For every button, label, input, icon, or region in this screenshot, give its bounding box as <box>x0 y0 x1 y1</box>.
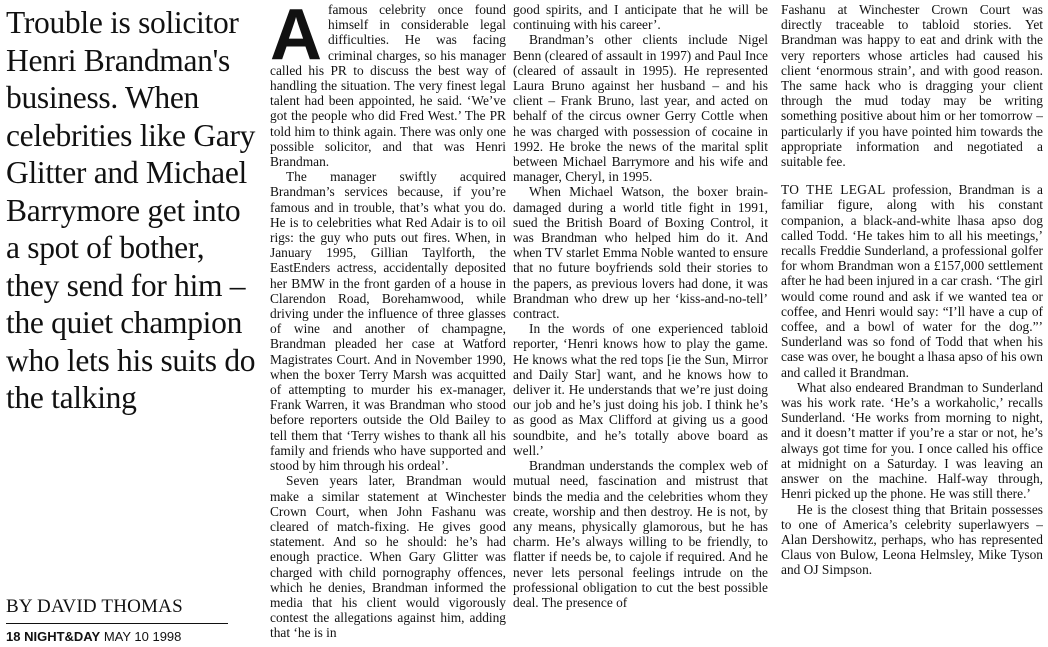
article-column-3 <box>781 2 1043 647</box>
paragraph: In the words of one experienced tabloid reporter, ‘Henri knows how to play the game. He knows what the red tops [ie the Sun, Mirror and Daily Star] want, and he knows how to deliver it. He understands that we’re just doing our job and he’s just doing his job. I think he’s as good as Max Clifford at giving us a good soundbite, and he’s totally above board as well.’ <box>513 321 768 458</box>
paragraph: Seven years later, Brandman would make a similar statement at Winchester Crown Court, when John Fashanu was cleared of match-fixing. He gives good statement. And so he should: he’s had enough practice. When Gary Glitter was charged with child pornography offences, which he denies, Brandman informed the media that his client would vigorously contest the allegations against him, adding that ‘he is in <box>270 473 506 641</box>
paragraph: What also endeared Brandman to Sunderland was his work rate. ‘He’s a workaholic,’ recalls Sunderland. ‘He works from morning to night, and it doesn’t matter if you’re a star or not, he’s always got time for you. I once called his office at midnight on a Saturday. I was leaving an answer on the machine. Half-way through, Henri picked up the phone. He was still there.’ <box>781 379 1043 502</box>
paragraph: When Michael Watson, the boxer brain-damaged during a world title fight in 1991, sued the British Board of Boxing Control, it was Brandman who helped him do it. And when TV starlet Emma Noble wanted to ensure that no future boyfriends sold their stories to the papers, as previous lovers had done, it was Brandman who drew up her ‘kiss-and-no-tell’ contract. <box>513 184 768 322</box>
article-column-2 <box>513 2 768 647</box>
article-column-1 <box>270 2 506 647</box>
paragraph: Fashanu at Winchester Crown Court was directly traceable to tabloid stories. Yet Brandman was happy to eat and drink with the very reporters whose articles had caused his client ‘enormous strain’, and with good reason. The same hack who is dragging your client through the mud today may be writing something positive about him or her tomorrow – particularly if you have pointed him towards the appropriate information and negotiated a suitable fee. <box>781 2 1043 170</box>
folio-date: MAY 10 1998 <box>103 629 182 644</box>
section-lead-in: TO THE LEGAL <box>781 182 886 198</box>
paragraph: Brandman’s other clients include Nigel Benn (cleared of assault in 1997) and Paul Ince (cleared of assault in 1995). He represented Laura Bruno against her husband – and his client – Frank Bruno, last year, and acted on behalf of the circus owner Gerry Cottle when he was charged with possession of cocaine in 1992. He broke the news of the marital split between Michael Barrymore and his wife and manager, Cheryl, in 1995. <box>513 32 768 185</box>
folio-page-number: 18 <box>6 629 21 644</box>
paragraph: He is the closest thing that Britain possesses to one of America’s celebrity superlawyers – Alan Dershowitz, perhaps, who has represented Claus von Bulow, Leona Helmsley, Mike Tyson and OJ Simpson. <box>781 501 1043 578</box>
paragraph-text: famous celebrity once found himself in considerable legal difficulties. He was facing criminal charges, so his manager called his PR to discuss the best way of handling the situation. The very finest legal talent had been appointed, he said. ‘We’ve got the people who did Fred West.’ The PR told him to think again. There was only one possible solicitor, and that was Henri Brandman. <box>270 2 506 170</box>
byline-rule <box>6 623 228 624</box>
standfirst: Trouble is solicitor Henri Brandman's business. When celebrities like Gary Glitter and Michael Barrymore get into a spot of bother, they send for him – the quiet champion who lets his suits do the talking <box>6 5 256 415</box>
paragraph-text: profession, Brandman is a familiar figure, along with his constant companion, a black-and-white lhasa apso dog called Todd. ‘He takes him to all his meetings,’ recalls Freddie Sunderland, a professional golfer for whom Brandman won a £157,000 settlement after he had been injured in a car crash. ‘The girl would come round and ask if we wanted tea or coffee, and Henri would say: “I’ll have a cup of coffee, and a bowl of water for the dog.”’ Sunderland was so fond of Todd that when his case was over, he bought a lhasa apso of his own and called it Brandman. <box>781 182 1043 380</box>
section-paragraph <box>781 182 1043 380</box>
byline: BY DAVID THOMAS <box>6 596 183 617</box>
paragraph: Brandman understands the complex web of mutual need, fascination and mistrust that binds the media and the celebrities whom they create, worship and then destroy. He is not, by any means, physically glamorous, but he has charm. He’s always willing to be friendly, to flatter if needs be, to cajole if required. And he never lets personal feelings intrude on the professional obligation to cut the best possible deal. The presence of <box>513 458 768 610</box>
paragraph: good spirits, and I anticipate that he will be continuing with his career’. <box>513 2 768 33</box>
paragraph: The manager swiftly acquired Brandman’s services because, if you’re famous and in trouble, that’s what you do. He is to celebrities what Red Adair is to oil rigs: the guy who puts out fires. When, in January 1995, Gillian Taylforth, the EastEnders actress, accidentally deposited her BMW in the front garden of a house in Clarendon Road, Borehamwood, while driving under the influence of three glasses of wine and another of champagne, Brandman pleaded her case at Watford Magistrates Court. And in November 1990, when the boxer Terry Marsh was acquitted of attempting to murder his ex-manager, Frank Warren, it was Brandman who stood before reporters outside the Old Bailey to tell them that ‘Terry wishes to thank all his family and friends who have supported and stood by him through his ordeal’. <box>270 169 506 474</box>
drop-cap: A <box>270 2 322 75</box>
folio <box>6 629 286 644</box>
paragraph <box>270 2 506 169</box>
folio-magazine-name: NIGHT&DAY <box>24 629 101 644</box>
